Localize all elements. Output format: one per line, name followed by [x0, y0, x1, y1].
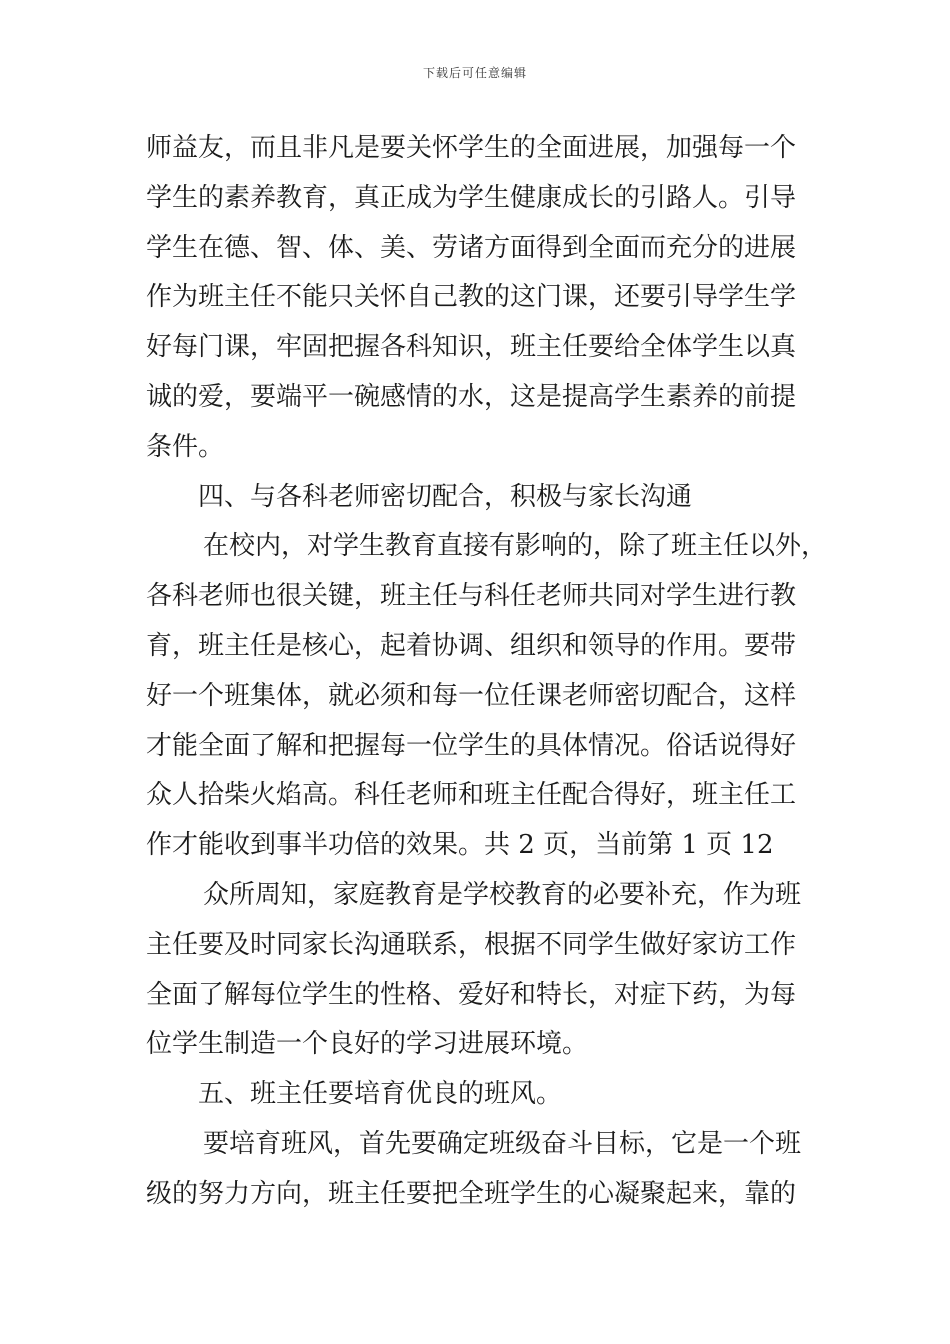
- text-line: 在校内，对学生教育直接有影响的，除了班主任以外，: [203, 531, 828, 562]
- text-line: 众所周知，家庭教育是学校教育的必要补充，作为班: [203, 879, 802, 910]
- page-header: 下载后可任意编辑: [422, 66, 527, 80]
- text-line: 作才能收到事半功倍的效果。共 2 页，当前第 1 页 12: [146, 830, 774, 861]
- text-line: 师益友，而且非凡是要关怀学生的全面进展，加强每一个: [146, 133, 797, 163]
- section-heading: 五、班主任要培育优良的班风。: [198, 1079, 563, 1110]
- document-body: [146, 124, 828, 1220]
- text-line: 诚的爱，要端平一碗感情的水，这是提高学生素养的前提: [146, 381, 797, 412]
- text-line: 学生的素养教育，真正成为学生健康成长的引路人。引导: [146, 182, 797, 213]
- text-line: 才能全面了解和把握每一位学生的具体情况。俗话说得好: [146, 730, 797, 761]
- text-line: 级的努力方向，班主任要把全班学生的心凝聚起来，靠的: [146, 1178, 797, 1209]
- text-line: 作为班主任不能只关怀自己教的这门课，还要引导学生学: [146, 282, 797, 313]
- text-line: 条件。: [146, 431, 225, 462]
- text-line: 全面了解每位学生的性格、爱好和特长，对症下药，为每: [146, 979, 797, 1010]
- text-line: 各科老师也很关键，班主任与科任老师共同对学生进行教: [146, 581, 797, 612]
- text-line: 好一个班集体，就必须和每一位任课老师密切配合，这样: [146, 680, 797, 711]
- text-line: 众人拾柴火焰高。科任老师和班主任配合得好，班主任工: [146, 780, 797, 811]
- text-line: 主任要及时同家长沟通联系，根据不同学生做好家访工作: [146, 929, 797, 960]
- text-line: 位学生制造一个良好的学习进展环境。: [146, 1029, 589, 1060]
- text-line: 育，班主任是核心，起着协调、组织和领导的作用。要带: [146, 630, 797, 661]
- text-line: 好每门课，牢固把握各科知识，班主任要给全体学生以真: [146, 332, 797, 363]
- text-line: 学生在德、智、体、美、劳诸方面得到全面而充分的进展: [146, 232, 797, 263]
- text-line: 要培育班风，首先要确定班级奋斗目标，它是一个班: [203, 1128, 802, 1159]
- section-heading: 四、与各科老师密切配合，积极与家长沟通: [198, 481, 693, 512]
